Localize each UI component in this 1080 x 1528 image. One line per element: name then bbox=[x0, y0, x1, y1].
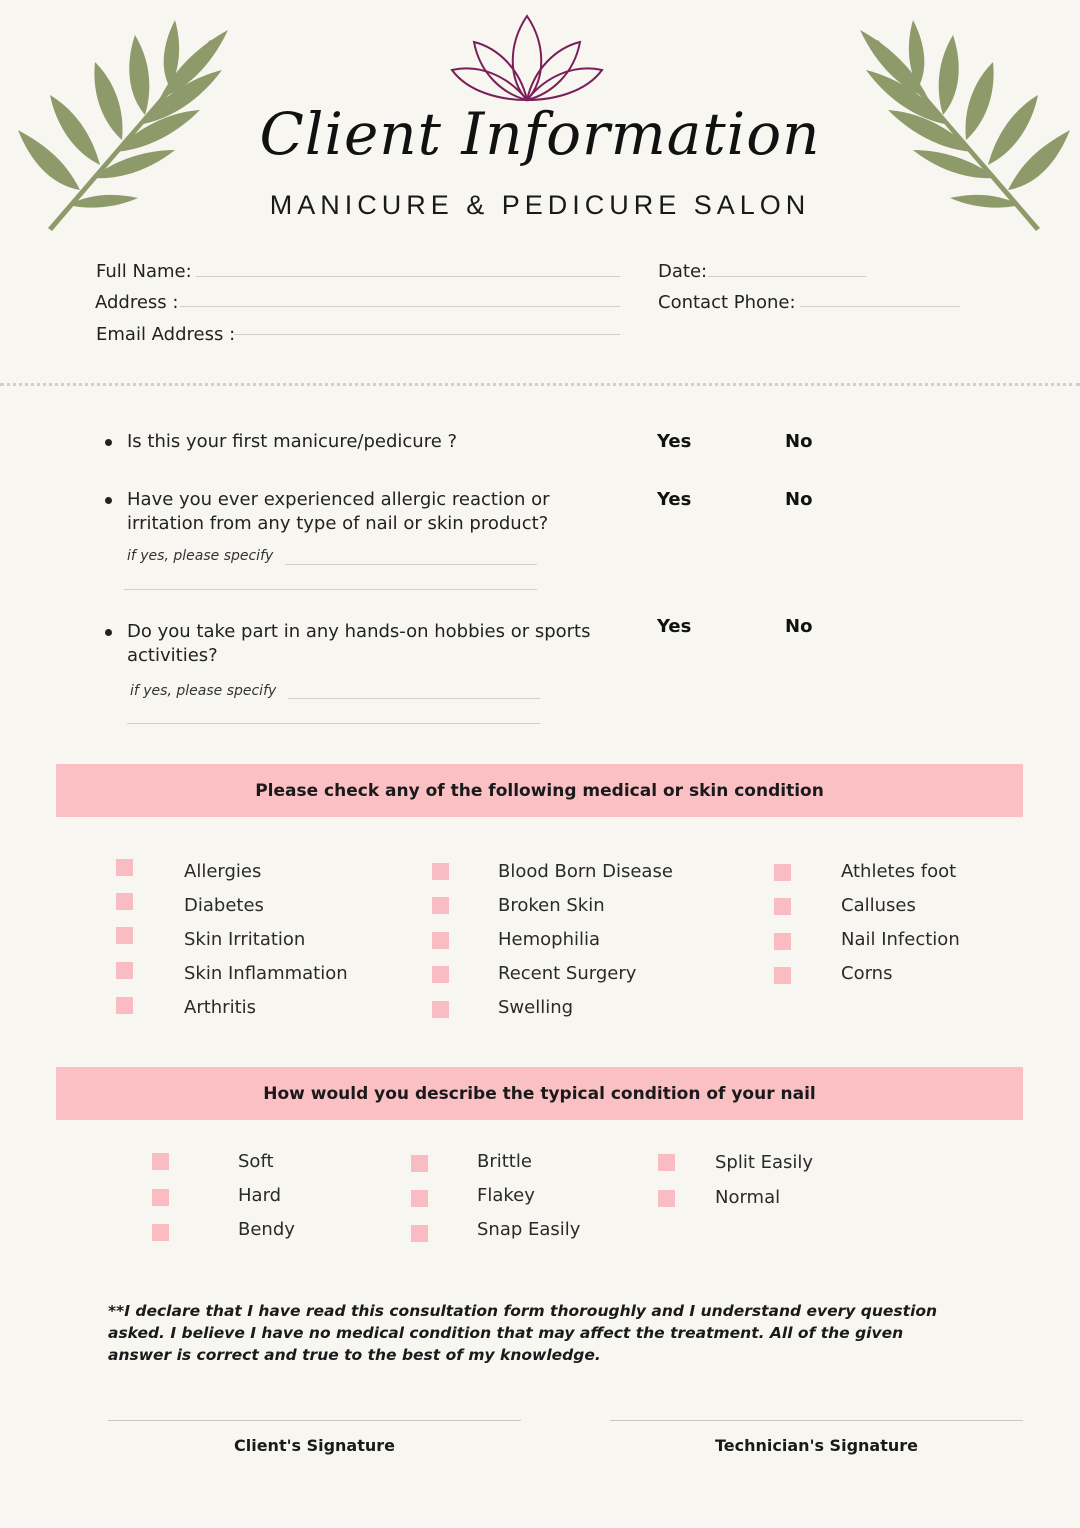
page-title: Client Information bbox=[259, 100, 821, 168]
condition-label: Skin Inflammation bbox=[184, 963, 348, 984]
phone-label: Contact Phone: bbox=[658, 292, 796, 313]
checkbox-skin-inflammation[interactable] bbox=[116, 962, 133, 979]
checkbox-diabetes[interactable] bbox=[116, 893, 133, 910]
full-name-label: Full Name: bbox=[96, 261, 192, 282]
email-label: Email Address : bbox=[96, 324, 236, 345]
date-label: Date: bbox=[658, 261, 708, 282]
condition-label: Athletes foot bbox=[841, 861, 957, 882]
condition-label: Diabetes bbox=[184, 895, 264, 916]
checkbox-soft[interactable] bbox=[152, 1153, 169, 1170]
checkbox-arthritis[interactable] bbox=[116, 997, 133, 1014]
question-1-no[interactable]: No bbox=[785, 431, 813, 452]
condition-label: Allergies bbox=[184, 861, 262, 882]
nail-condition-label: Snap Easily bbox=[477, 1219, 581, 1240]
checkbox-blood-born-disease[interactable] bbox=[432, 863, 449, 880]
checkbox-allergies[interactable] bbox=[116, 859, 133, 876]
nail-condition-label: Brittle bbox=[477, 1151, 532, 1172]
question-2-specify-field-2[interactable] bbox=[124, 589, 537, 590]
checkbox-brittle[interactable] bbox=[411, 1155, 428, 1172]
condition-label: Recent Surgery bbox=[498, 963, 637, 984]
condition-label: Broken Skin bbox=[498, 895, 605, 916]
condition-label: Skin Irritation bbox=[184, 929, 306, 950]
email-field[interactable] bbox=[234, 334, 620, 335]
checkbox-corns[interactable] bbox=[774, 967, 791, 984]
technician-signature-label: Technician's Signature bbox=[715, 1436, 918, 1455]
section-divider bbox=[0, 383, 1080, 386]
nail-condition-label: Flakey bbox=[477, 1185, 535, 1206]
question-3-text: Do you take part in any hands-on hobbies or sports activities? bbox=[127, 621, 591, 666]
bullet-icon bbox=[105, 497, 112, 504]
checkbox-snap-easily[interactable] bbox=[411, 1225, 428, 1242]
date-field[interactable] bbox=[708, 276, 866, 277]
checkbox-flakey[interactable] bbox=[411, 1190, 428, 1207]
checkbox-hard[interactable] bbox=[152, 1189, 169, 1206]
page-subtitle: MANICURE & PEDICURE SALON bbox=[269, 190, 811, 220]
question-3-specify-field-2[interactable] bbox=[127, 723, 540, 724]
checkbox-calluses[interactable] bbox=[774, 898, 791, 915]
bullet-icon bbox=[105, 439, 112, 446]
nail-condition-label: Split Easily bbox=[715, 1152, 814, 1173]
question-2-yes[interactable]: Yes bbox=[657, 489, 692, 510]
full-name-field[interactable] bbox=[196, 276, 620, 277]
checkbox-split-easily[interactable] bbox=[658, 1154, 675, 1171]
condition-label: Arthritis bbox=[184, 997, 257, 1018]
client-signature-label: Client's Signature bbox=[233, 1436, 396, 1455]
checkbox-recent-surgery[interactable] bbox=[432, 966, 449, 983]
address-field[interactable] bbox=[180, 306, 620, 307]
bullet-icon bbox=[105, 629, 112, 636]
checkbox-broken-skin[interactable] bbox=[432, 897, 449, 914]
lotus-logo-icon bbox=[448, 14, 606, 106]
question-2-specify-field[interactable] bbox=[285, 564, 537, 565]
question-3-specify-field[interactable] bbox=[288, 698, 540, 699]
checkbox-athletes-foot[interactable] bbox=[774, 864, 791, 881]
nail-condition-label: Soft bbox=[238, 1151, 274, 1172]
condition-label: Blood Born Disease bbox=[498, 861, 673, 882]
checkbox-nail-infection[interactable] bbox=[774, 933, 791, 950]
medical-conditions-heading: Please check any of the following medical or skin condition bbox=[56, 764, 1023, 817]
phone-field[interactable] bbox=[800, 306, 960, 307]
checkbox-hemophilia[interactable] bbox=[432, 932, 449, 949]
nail-condition-heading: How would you describe the typical condition of your nail bbox=[56, 1067, 1023, 1120]
question-1-text: Is this your first manicure/pedicure ? bbox=[127, 431, 458, 452]
condition-label: Calluses bbox=[841, 895, 916, 916]
checkbox-bendy[interactable] bbox=[152, 1224, 169, 1241]
question-2-text: Have you ever experienced allergic reaction or irritation from any type of nail or skin product? bbox=[127, 489, 550, 534]
condition-label: Hemophilia bbox=[498, 929, 601, 950]
nail-condition-label: Bendy bbox=[238, 1219, 295, 1240]
declaration-text: **I declare that I have read this consultation form thoroughly and I understand every question asked. I believe I have no medical condition that may affect the treatment. All of the given answer is correct and true to the best of my knowledge. bbox=[108, 1302, 938, 1364]
question-1-yes[interactable]: Yes bbox=[657, 431, 692, 452]
nail-condition-label: Normal bbox=[715, 1187, 781, 1208]
checkbox-swelling[interactable] bbox=[432, 1001, 449, 1018]
question-2-specify-label: if yes, please specify bbox=[127, 548, 274, 564]
nail-condition-label: Hard bbox=[238, 1185, 282, 1206]
condition-label: Corns bbox=[841, 963, 893, 984]
question-2-no[interactable]: No bbox=[785, 489, 813, 510]
technician-signature-field[interactable] bbox=[610, 1420, 1023, 1421]
question-3-yes[interactable]: Yes bbox=[657, 616, 692, 637]
question-3-specify-label: if yes, please specify bbox=[130, 683, 277, 699]
question-3-no[interactable]: No bbox=[785, 616, 813, 637]
condition-label: Nail Infection bbox=[841, 929, 960, 950]
checkbox-skin-irritation[interactable] bbox=[116, 927, 133, 944]
checkbox-normal[interactable] bbox=[658, 1190, 675, 1207]
address-label: Address : bbox=[95, 292, 179, 313]
condition-label: Swelling bbox=[498, 997, 574, 1018]
client-signature-field[interactable] bbox=[108, 1420, 521, 1421]
